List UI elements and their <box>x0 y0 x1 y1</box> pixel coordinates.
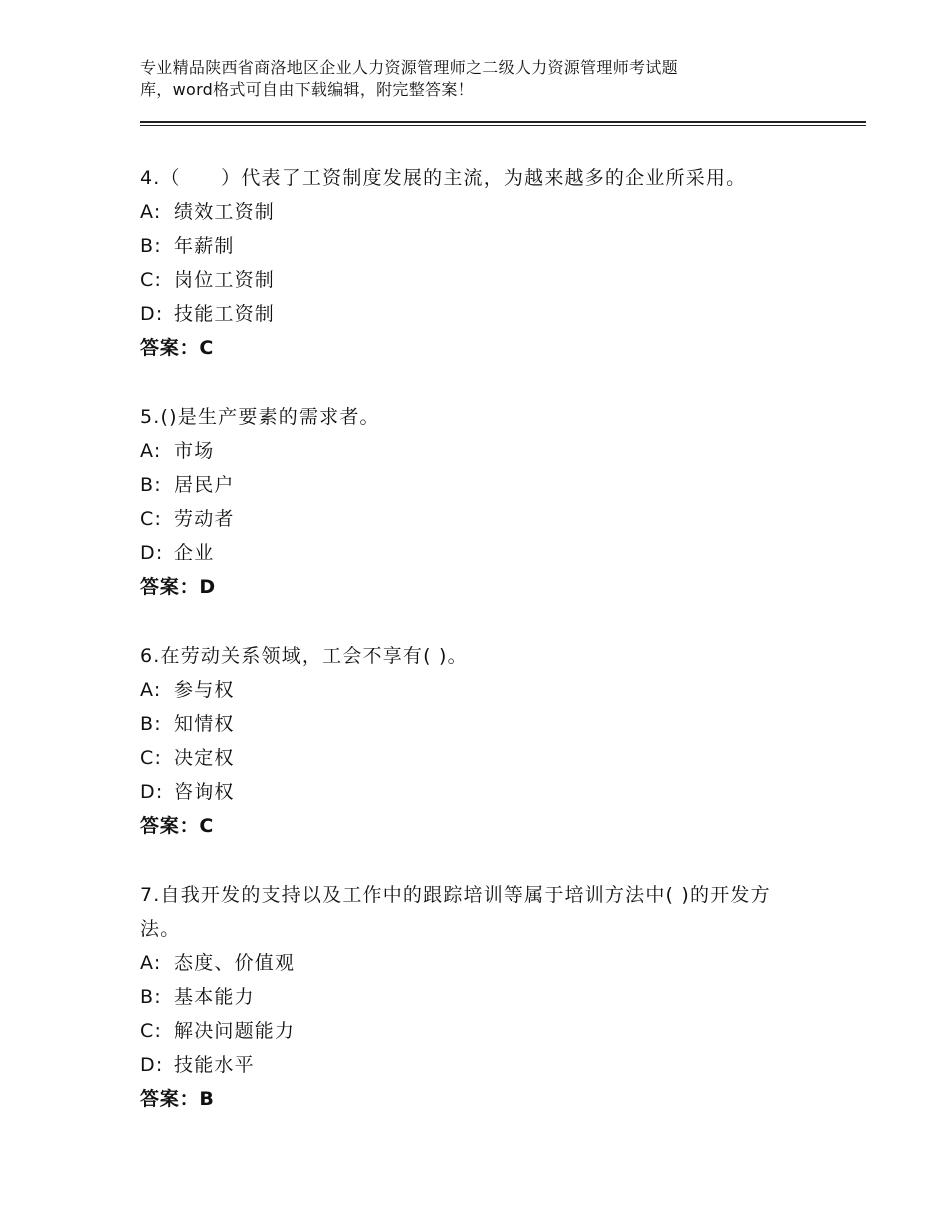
option-text: 技能工资制 <box>174 303 276 325</box>
option-key: A: <box>140 952 162 974</box>
option-key: A: <box>140 201 162 223</box>
option-text: 态度、价值观 <box>174 952 296 974</box>
option-key: C: <box>140 508 163 530</box>
option-text: 解决问题能力 <box>174 1020 296 1042</box>
answer-line: 答案：D <box>140 576 216 598</box>
option-key: B: <box>140 235 162 257</box>
option-a <box>140 946 840 980</box>
option-key: A: <box>140 679 162 701</box>
option-text: 基本能力 <box>174 986 255 1008</box>
option-d <box>140 775 840 809</box>
header-divider-thick <box>140 121 866 123</box>
answer-line: 答案：C <box>140 337 215 359</box>
option-d <box>140 297 840 331</box>
option-text: 居民户 <box>174 474 235 496</box>
question-stem: 4.（ ）代表了工资制度发展的主流，为越来越多的企业所采用。 <box>140 167 747 189</box>
option-text: 绩效工资制 <box>174 201 276 223</box>
option-text: 岗位工资制 <box>174 269 276 291</box>
document-header <box>140 57 800 101</box>
option-a <box>140 434 840 468</box>
option-a <box>140 673 840 707</box>
question-stem: 5.()是生产要素的需求者。 <box>140 406 380 428</box>
answer-line: 答案：C <box>140 815 215 837</box>
question-stem: 7.自我开发的支持以及工作中的跟踪培训等属于培训方法中( )的开发方法。 <box>140 884 771 940</box>
question-4 <box>140 161 840 365</box>
option-c <box>140 502 840 536</box>
question-stem: 6.在劳动关系领域，工会不享有( )。 <box>140 645 468 667</box>
option-b <box>140 229 840 263</box>
question-7 <box>140 878 840 1116</box>
option-key: C: <box>140 269 163 291</box>
option-b <box>140 468 840 502</box>
option-b <box>140 980 840 1014</box>
option-d <box>140 1048 840 1082</box>
option-c <box>140 741 840 775</box>
option-text: 年薪制 <box>174 235 235 257</box>
option-key: D: <box>140 303 164 325</box>
option-text: 知情权 <box>174 713 235 735</box>
header-divider-thin <box>140 125 866 126</box>
answer-line: 答案：B <box>140 1088 215 1110</box>
option-key: D: <box>140 781 164 803</box>
option-b <box>140 707 840 741</box>
header-title-line-1: 专业精品陕西省商洛地区企业人力资源管理师之二级人力资源管理师考试题 <box>140 58 678 77</box>
header-title-line-2: 库，word格式可自由下载编辑，附完整答案！ <box>140 80 474 99</box>
option-a <box>140 195 840 229</box>
option-text: 参与权 <box>174 679 235 701</box>
option-d <box>140 536 840 570</box>
option-key: B: <box>140 713 162 735</box>
option-key: B: <box>140 986 162 1008</box>
option-key: A: <box>140 440 162 462</box>
option-text: 技能水平 <box>174 1054 255 1076</box>
question-6 <box>140 639 840 843</box>
question-5 <box>140 400 840 604</box>
option-key: C: <box>140 1020 163 1042</box>
option-text: 决定权 <box>174 747 235 769</box>
option-c <box>140 263 840 297</box>
option-text: 企业 <box>174 542 215 564</box>
option-c <box>140 1014 840 1048</box>
option-key: B: <box>140 474 162 496</box>
option-text: 咨询权 <box>174 781 235 803</box>
option-key: D: <box>140 1054 164 1076</box>
option-text: 劳动者 <box>174 508 235 530</box>
option-text: 市场 <box>174 440 215 462</box>
option-key: C: <box>140 747 163 769</box>
option-key: D: <box>140 542 164 564</box>
